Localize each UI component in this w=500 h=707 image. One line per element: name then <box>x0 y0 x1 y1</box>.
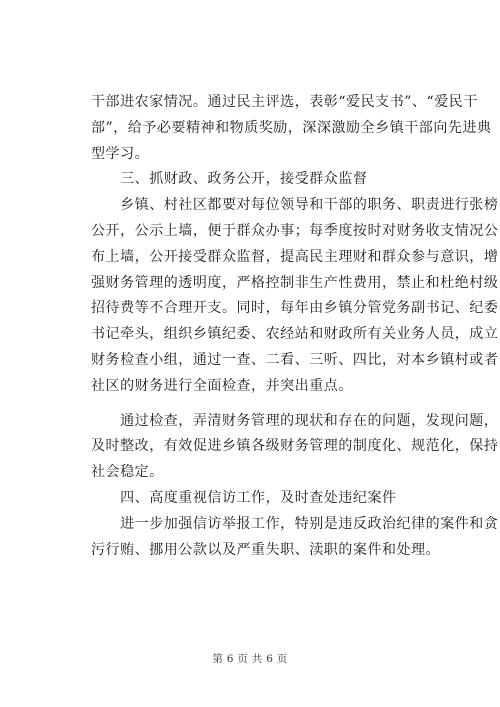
paragraph-gap <box>91 400 409 409</box>
section-heading: 四、高度重视信访工作，及时查处违纪案件 <box>91 489 397 506</box>
body-text <box>91 90 499 563</box>
text-line: 通过检查，弄清财务管理的现状和存在的问题，发现问题， <box>91 412 499 429</box>
text-line: 乡镇、村社区都要对每位领导和干部的职务、职责进行张榜 <box>91 197 499 214</box>
text-line: 书记牵头，组织乡镇纪委、农经站和财政所有关业务人员，成立 <box>91 326 499 343</box>
page-number-footer: 第 6 页 共 6 页 <box>212 653 288 665</box>
text-line: 社区的财务进行全面检查，并突出重点。 <box>91 377 353 394</box>
text-line: 型学习。 <box>91 145 150 162</box>
text-line: 污行贿、挪用公款以及严重失职、渎职的案件和处理。 <box>91 541 441 558</box>
section-heading: 三、抓财政、政务公开，接受群众监督 <box>91 171 368 188</box>
text-line: 及时整改，有效促进乡镇各级财务管理的制度化、规范化，保持 <box>91 438 499 455</box>
text-line: 强财务管理的透明度，严格控制非生产性费用，禁止和杜绝村级 <box>91 274 499 291</box>
text-line: 进一步加强信访举报工作，特别是违反政治纪律的案件和贪 <box>91 515 499 532</box>
text-line: 财务检查小组，通过一查、二看、三听、四比，对本乡镇村或者 <box>91 351 499 368</box>
text-line: 部”，给予必要精神和物质奖励，深深激励全乡镇干部向先进典 <box>91 119 492 136</box>
text-line: 公开，公示上墙，便于群众办事；每季度按时对财务收支情况公 <box>91 222 499 239</box>
text-line: 社会稳定。 <box>91 464 164 481</box>
text-line: 布上墙，公开接受群众监督，提高民主理财和群众参与意识，增 <box>91 248 499 265</box>
text-line: 干部进农家情况。通过民主评选，表彰“爱民支书”、“爱民干 <box>91 94 478 110</box>
text-line: 招待费等不合理开支。同时，每年由乡镇分管党务副书记、纪委 <box>91 300 499 317</box>
